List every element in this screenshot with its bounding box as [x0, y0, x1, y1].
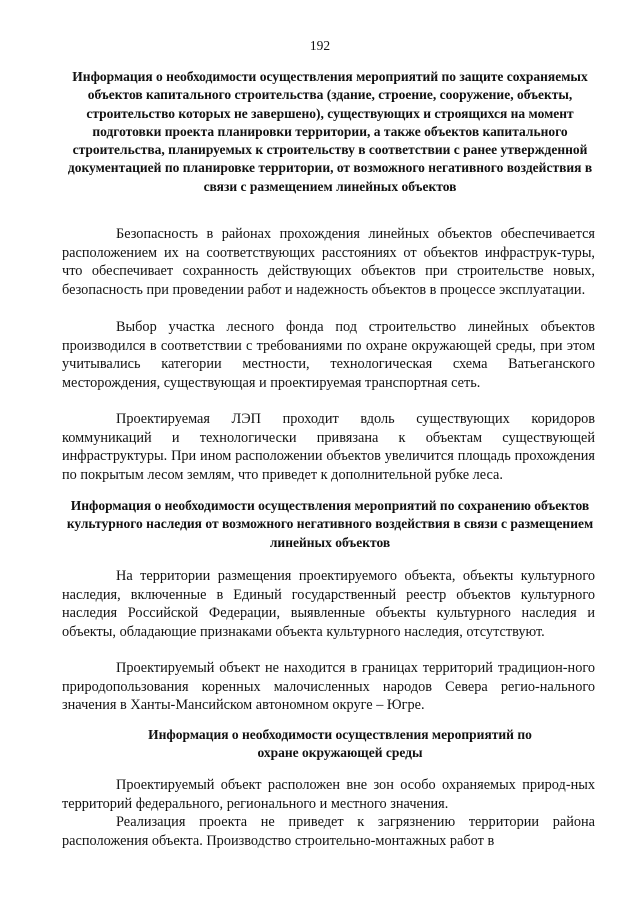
- paragraph-power-line: Проектируемая ЛЭП проходит вдоль существующих коридоров коммуникаций и технологически привязана к объектам существующей инфраструктуры. При ином расположении объектов увеличится площадь прохождения по покрытым лесом землям, что приведет к дополнительной рубке леса.: [62, 411, 595, 483]
- section-heading-protection-of-structures: Информация о необходимости осуществления мероприятий по защите сохраняемых объектов капитального строительства (здание, строение, сооружение, объекты, строительство которых не завершено), существующих и строящихся на момент подготовки проекта планировки территории, а также объектов капитального строительства, планируемых к строительству в соответствии с ранее утвержденной документацией по планировке территории, от возможного негативного воздействия в связи с размещением линейных объектов: [67, 69, 593, 194]
- page-number: 192: [309, 38, 331, 53]
- paragraph-site-selection: Выбор участка лесного фонда под строительство линейных объектов производился в соответствии с требованиями по охране окружающей среды, при этом учитывались категории местности, технологическая схема Ватьеганского месторождения, существующая и проектируемая транспортная сеть.: [62, 319, 595, 391]
- section-heading-environment: Информация о необходимости осуществления мероприятий по охране окружающей среды: [148, 727, 532, 761]
- paragraph-pollution: Реализация проекта не приведет к загрязнению территории района расположения объекта. Производство строительно-монтажных работ в: [62, 814, 595, 849]
- paragraph-traditional-land-use: Проектируемый объект не находится в границах территорий традицион-ного природопользования коренных малочисленных народов Севера регио-нального значения в Ханты-Мансийском автономном округе – Югре.: [62, 660, 595, 714]
- paragraph-safety: Безопасность в районах прохождения линейных объектов обеспечивается расположением их на соответствующих расстояниях от объектов инфраструк-туры, что обеспечивает сохранность действующих объектов при строительстве новых, безопасность при проведении работ и надежность объектов в процессе эксплуатации.: [62, 226, 595, 298]
- section-heading-cultural-heritage: Информация о необходимости осуществления мероприятий по сохранению объектов культурного наследия от возможного негативного воздействия в связи с размещением линейных объектов: [66, 498, 594, 550]
- paragraph-protected-areas: Проектируемый объект расположен вне зон особо охраняемых природ-ных территорий федерального, регионального и местного значения.: [62, 777, 595, 812]
- paragraph-cultural-heritage: На территории размещения проектируемого объекта, объекты культурного наследия, включенные в Единый государственный реестр объектов культурного наследия Российской Федерации, выявленные объекты культурного наследия и объекты, обладающие признаками объекта культурного наследия, отсутствуют.: [62, 568, 595, 640]
